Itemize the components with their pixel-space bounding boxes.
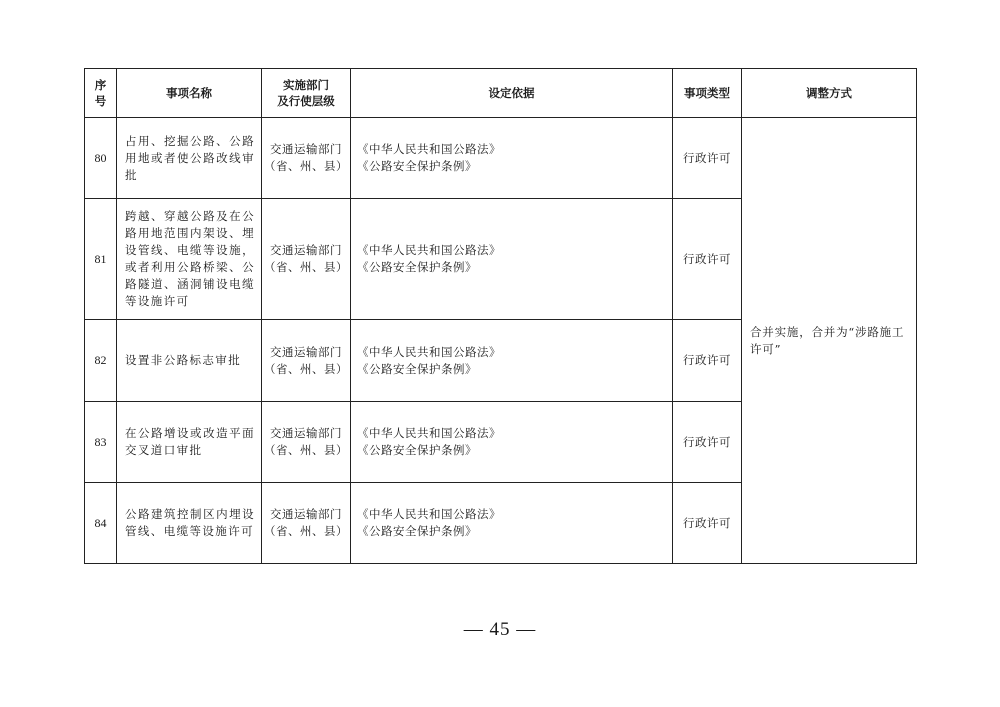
header-dept <box>262 69 351 118</box>
basis-law: 《中华人民共和国公路法》 <box>357 507 501 521</box>
page-number: — 45 — <box>463 619 537 640</box>
matter-name: 在公路增设或改造平面交叉道口审批 <box>117 402 262 483</box>
department <box>262 199 351 320</box>
matter-type: 行政许可 <box>673 320 742 402</box>
department-level: （省、州、县） <box>264 524 348 538</box>
basis-law: 《中华人民共和国公路法》 <box>357 142 501 156</box>
department <box>262 320 351 402</box>
matter-name: 占用、挖掘公路、公路用地或者使公路改线审批 <box>117 118 262 199</box>
department-name: 交通运输部门 <box>270 142 342 156</box>
department-level: （省、州、县） <box>264 260 348 274</box>
department-name: 交通运输部门 <box>270 344 342 359</box>
header-adjust: 调整方式 <box>742 69 917 118</box>
header-no <box>85 69 117 118</box>
basis-regulation: 《公路安全保护条例》 <box>357 361 477 376</box>
basis-regulation: 《公路安全保护条例》 <box>357 443 477 457</box>
header-no-line-1: 序 <box>94 78 107 92</box>
department <box>262 402 351 483</box>
legal-basis <box>351 320 673 402</box>
matters-table <box>84 68 917 564</box>
department-level: （省、州、县） <box>264 443 348 457</box>
department-level: （省、州、县） <box>264 159 348 173</box>
adjustment-method: 合并实施，合并为“涉路施工许可” <box>742 118 917 564</box>
matter-type: 行政许可 <box>673 118 742 199</box>
header-type: 事项类型 <box>673 69 742 118</box>
department-level: （省、州、县） <box>264 361 348 376</box>
legal-basis <box>351 118 673 199</box>
matter-name: 设置非公路标志审批 <box>117 320 262 402</box>
basis-regulation: 《公路安全保护条例》 <box>357 260 477 274</box>
matter-name: 公路建筑控制区内埋设管线、电缆等设施许可 <box>117 483 262 564</box>
row-number: 84 <box>85 483 117 564</box>
department <box>262 483 351 564</box>
legal-basis <box>351 402 673 483</box>
department-name: 交通运输部门 <box>270 426 342 440</box>
header-dept-line-1: 实施部门 <box>283 78 329 92</box>
department-name: 交通运输部门 <box>270 507 342 521</box>
legal-basis <box>351 199 673 320</box>
legal-basis <box>351 483 673 564</box>
basis-law: 《中华人民共和国公路法》 <box>357 243 501 257</box>
basis-regulation: 《公路安全保护条例》 <box>357 524 477 538</box>
row-number: 81 <box>85 199 117 320</box>
header-basis: 设定依据 <box>351 69 673 118</box>
matter-name: 跨越、穿越公路及在公路用地范围内架设、埋设管线、电缆等设施，或者利用公路桥梁、公路隧道、涵洞铺设电缆等设施许可 <box>117 199 262 320</box>
matter-type: 行政许可 <box>673 483 742 564</box>
header-name: 事项名称 <box>117 69 262 118</box>
row-number: 82 <box>85 320 117 402</box>
header-dept-line-2: 及行使层级 <box>277 94 335 108</box>
basis-law: 《中华人民共和国公路法》 <box>357 344 501 359</box>
table-header <box>85 69 917 118</box>
row-number: 80 <box>85 118 117 199</box>
basis-regulation: 《公路安全保护条例》 <box>357 159 477 173</box>
header-no-line-2: 号 <box>94 94 107 108</box>
matter-type: 行政许可 <box>673 199 742 320</box>
basis-law: 《中华人民共和国公路法》 <box>357 426 501 440</box>
table-row <box>85 118 917 199</box>
matter-type: 行政许可 <box>673 402 742 483</box>
department-name: 交通运输部门 <box>270 243 342 257</box>
department <box>262 118 351 199</box>
row-number: 83 <box>85 402 117 483</box>
table-body <box>85 118 917 564</box>
